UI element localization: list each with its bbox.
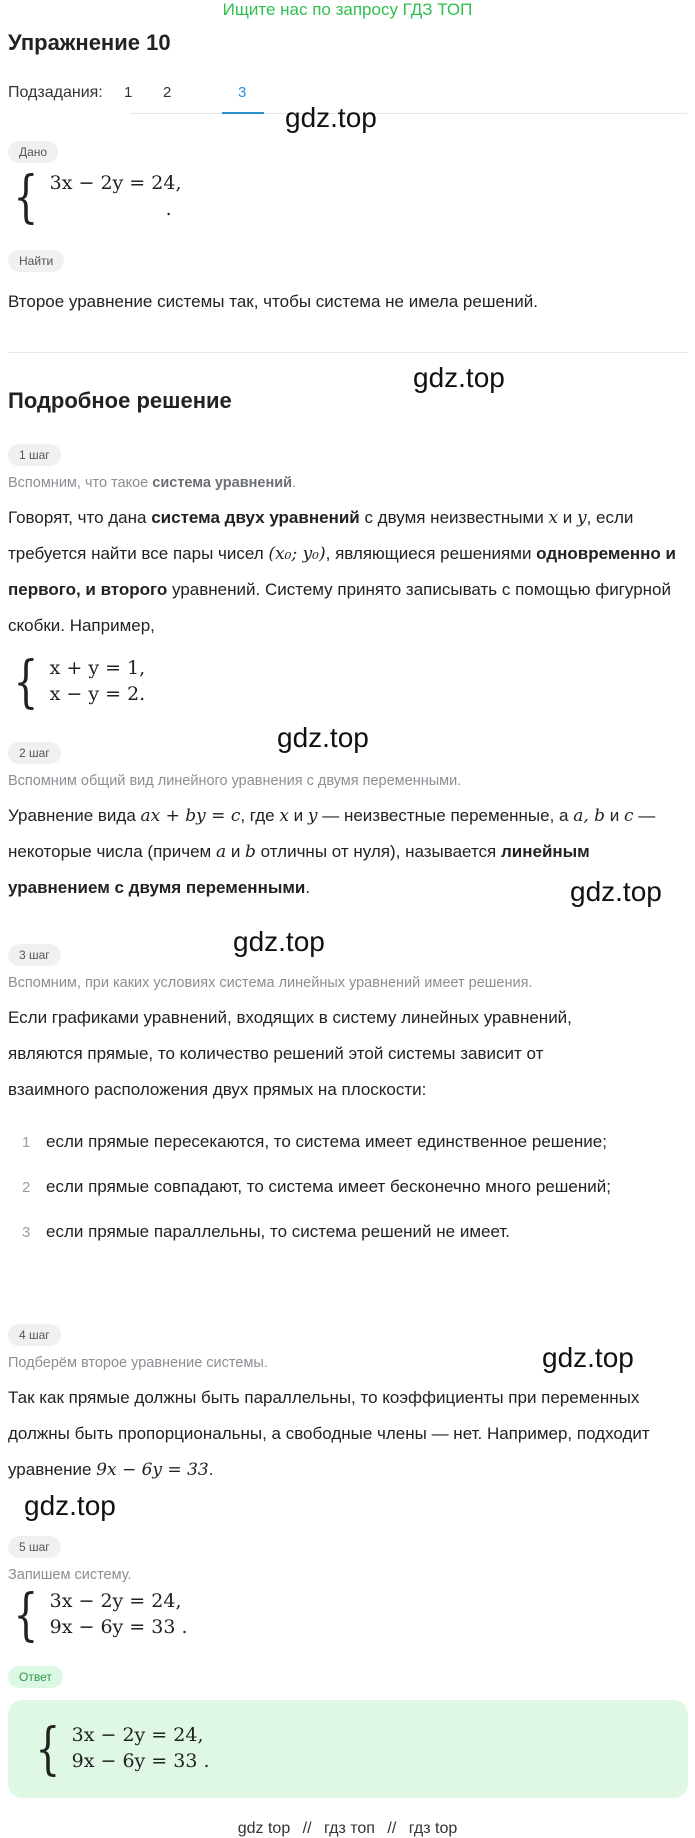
footer-link-gdz-top[interactable]: gdz top [237, 1820, 291, 1837]
watermark: gdz.top [570, 876, 662, 907]
given-eq-2: . [165, 198, 172, 220]
step-3-paragraph: Если графиками уравнений, входящих в систему линейных уравнений, являются прямые, то количество решений этой системы зависит от взаимного расположения двух прямых на плоскости: [8, 1008, 572, 1099]
step-5-system [8, 1583, 188, 1648]
footer-link-gdz-top-mixed[interactable]: гдз top [408, 1820, 458, 1837]
list-item: 1 если прямые пересекаются, то система имеет единственное решение; [22, 1132, 607, 1151]
subtask-tab-3[interactable]: 3 [238, 84, 247, 101]
left-brace-icon: { [13, 650, 39, 715]
step-2-paragraph: Уравнение вида ax + by = c, где x и y — неизвестные переменные, а a, b и c — некоторые числа (причем a и b отличны от нуля), называется линейным уравнением с двумя переменными. [8, 806, 656, 897]
left-brace-icon: { [13, 165, 39, 230]
step-2-pill: 2 шаг [8, 742, 61, 764]
subtasks-label: Подзадания: [8, 84, 103, 101]
step-1-pill: 1 шаг [8, 444, 61, 466]
step-5-hint: Запишем систему. [8, 1567, 132, 1583]
watermark: gdz.top [233, 926, 325, 957]
watermark: gdz.top [542, 1342, 634, 1373]
page-title: Упражнение 10 [8, 30, 171, 55]
step-1-hint: Вспомним, что такое система уравнений. [8, 475, 297, 491]
watermark: gdz.top [413, 362, 505, 393]
step-5-eq-2: 9x − 6y = 33 . [49, 1616, 188, 1638]
step-1-eq-1: x + y = 1, [49, 657, 146, 679]
step-5-pill: 5 шаг [8, 1536, 61, 1558]
search-banner: Ищите нас по запросу ГДЗ ТОП [222, 0, 473, 19]
step-5-eq-1: 3x − 2y = 24, [49, 1590, 182, 1612]
step-4-paragraph: Так как прямые должны быть параллельны, то коэффициенты при переменных должны быть пропорциональны, а свободные члены — нет. Например, подходит уравнение 9x − 6y = 33. [8, 1388, 650, 1480]
left-brace-icon: { [35, 1717, 61, 1782]
watermark: gdz.top [277, 722, 369, 753]
step-2-hint: Вспомним общий вид линейного уравнения с двумя переменными. [8, 773, 462, 789]
footer-link-gdz-top-ru[interactable]: гдз топ [324, 1820, 375, 1837]
answer-eq-2: 9x − 6y = 33 . [71, 1750, 210, 1772]
given-system [8, 165, 182, 230]
footer-links [0, 1820, 695, 1838]
answer-system [30, 1717, 210, 1782]
step-4-hint: Подберём второе уравнение системы. [8, 1355, 268, 1371]
footer-separator: // [387, 1820, 397, 1837]
solution-title: Подробное решение [8, 388, 232, 413]
section-divider [8, 352, 688, 353]
answer-eq-1: 3x − 2y = 24, [71, 1724, 204, 1746]
watermark: gdz.top [24, 1490, 116, 1521]
list-item: 3 если прямые параллельны, то система решений не имеет. [22, 1222, 510, 1241]
step-1-paragraph: Говорят, что дана система двух уравнений с двумя неизвестными x и y, если требуется найти все пары чисел (x₀; y₀), являющиеся решениями одновременно и первого, и второго уравнений. Систему принято записывать с помощью фигурной скобки. Например, [8, 508, 676, 635]
subtask-tab-2[interactable]: 2 [163, 84, 172, 101]
step-4-pill: 4 шаг [8, 1324, 61, 1346]
given-pill: Дано [8, 141, 58, 163]
step-1-system [8, 650, 146, 715]
given-eq-1: 3x − 2y = 24, [49, 172, 182, 194]
find-pill: Найти [8, 250, 64, 272]
answer-pill: Ответ [8, 1666, 63, 1688]
step-1-eq-2: x − y = 2. [49, 683, 146, 705]
step-3-hint: Вспомним, при каких условиях система линейных уравнений имеет решения. [8, 975, 533, 991]
subtask-tab-1[interactable]: 1 [124, 84, 133, 101]
footer-separator: // [302, 1820, 312, 1837]
subtask-active-indicator [222, 112, 264, 114]
step-3-pill: 3 шаг [8, 944, 61, 966]
watermark: gdz.top [285, 102, 377, 133]
find-text: Второе уравнение системы так, чтобы система не имела решений. [8, 292, 539, 311]
left-brace-icon: { [13, 1583, 39, 1648]
subtasks-underline [130, 113, 687, 114]
list-item: 2 если прямые совпадают, то система имеет бесконечно много решений; [22, 1177, 611, 1196]
